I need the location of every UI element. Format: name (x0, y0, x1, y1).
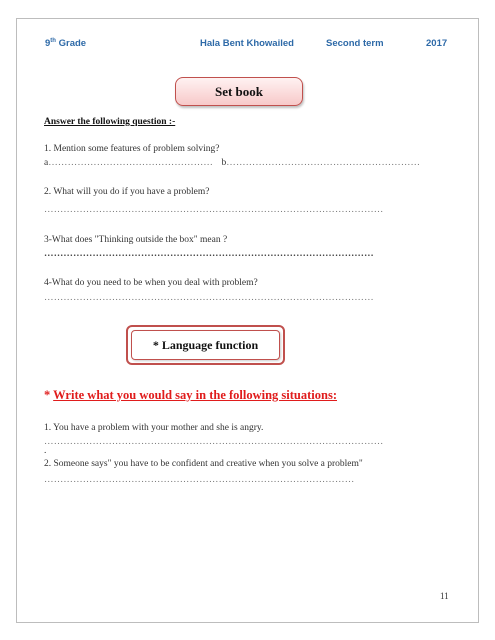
situation-1: 1. You have a problem with your mother and she is angry. (44, 423, 264, 433)
page-number: 11 (440, 591, 449, 601)
question-2: 2. What will you do if you have a problem? (44, 187, 210, 197)
page-border (16, 18, 479, 623)
question-1: 1. Mention some features of problem solving? (44, 144, 220, 154)
term-label: Second term (326, 38, 384, 49)
answer-line-2[interactable]: …………………………………………………………………………………………… (44, 205, 384, 215)
page-header (0, 38, 495, 54)
language-function-box (126, 325, 285, 365)
answer-instruction: Answer the following question :- (44, 117, 176, 127)
grade-label: 9th Grade (45, 38, 87, 50)
year-label: 2017 (426, 38, 448, 49)
question-3: 3-What does "Thinking outside the box" mean ? (44, 235, 228, 245)
situation-2: 2. Someone says" you have to be confident and creative when you solve a problem" (44, 459, 363, 469)
answer-line-1[interactable]: a…………………………………………… b…………………………………………………… (44, 158, 421, 168)
question-4: 4-What do you need to be when you deal with problem? (44, 278, 258, 288)
teacher-name: Hala Bent Khowailed (200, 38, 294, 49)
answer-line-s2[interactable]: …………………………………………………………………………………… (44, 475, 355, 485)
answer-line-s1[interactable]: …………………………………………………………………………………………… (44, 437, 384, 447)
set-book-title: Set book (175, 77, 303, 106)
situations-heading: * Write what you would say in the following situations: (44, 388, 337, 402)
answer-line-4[interactable]: ………………………………………………………………………………………… (44, 293, 374, 303)
answer-line-s1-end: . (44, 446, 47, 456)
language-function-title: * Language function (131, 330, 280, 360)
answer-line-3[interactable]: ………………………………………………………………………………………… (44, 249, 374, 259)
